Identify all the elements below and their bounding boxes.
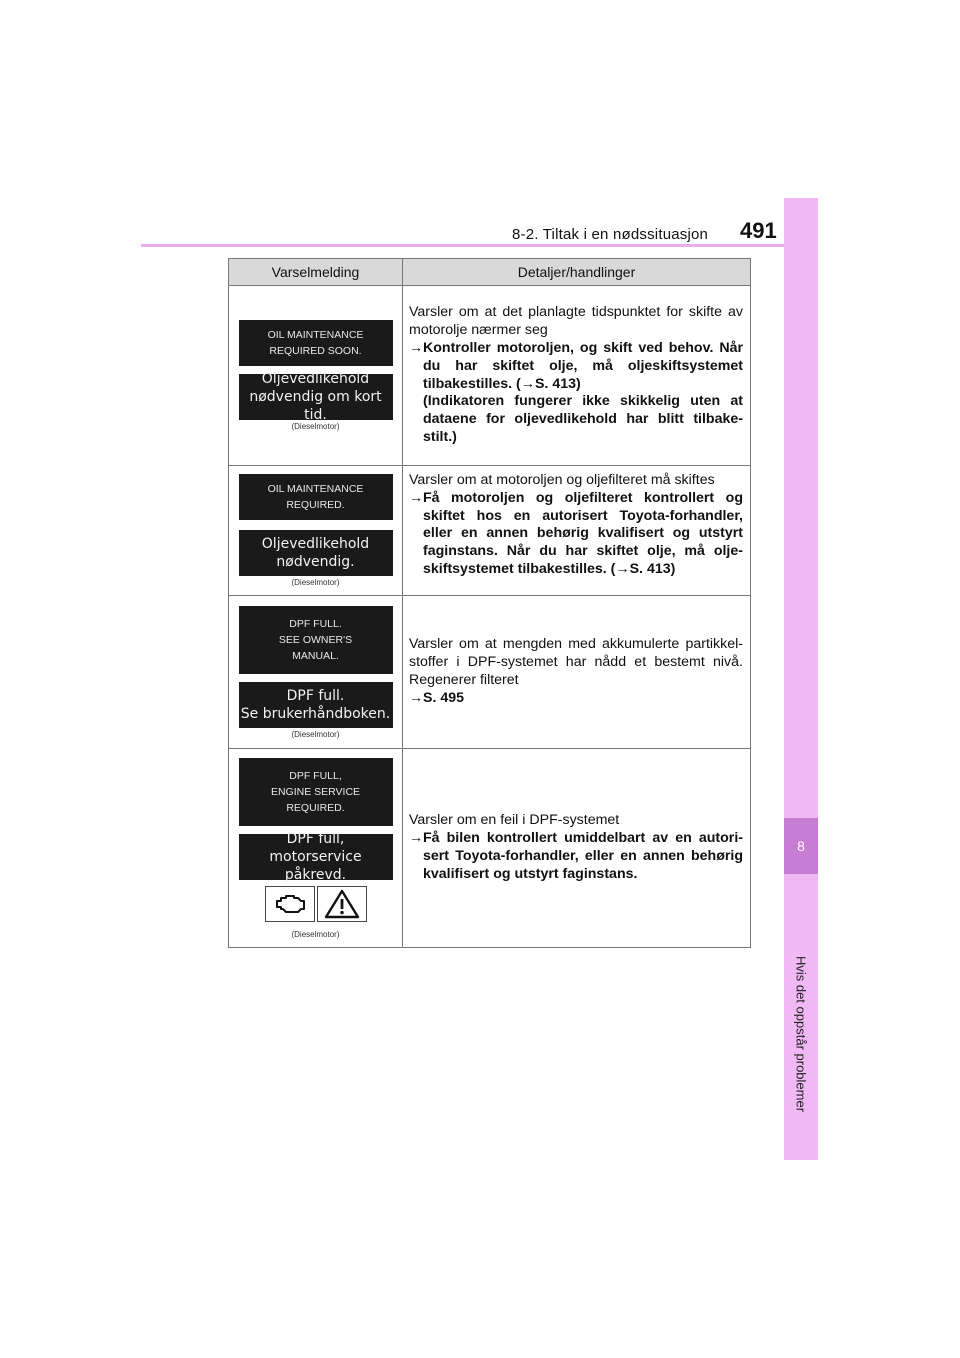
action-item: → Kontroller motoroljen, og skift ved behov. Når du har skiftet olje, må oljeskiftsystemet tilbakestilles. (→S. 413) (Indikatoren fungerer ikke skikkelig uten at dataene for oljevedlikehold har blitt tilbake-stilt.) [409,339,743,445]
engine-type-caption: (Dieselmotor) [291,578,340,587]
action-item: → Få motoroljen og oljefilteret kontrollert og skiftet hos en autorisert Toyota-forhandler, eller en annen behørig kvalifisert og utstyrt faginstans. Når du har skiftet olje, må olje-skiftsystemet tilbakestilles. (→S. 413) [409,489,743,577]
details-cell [403,596,751,749]
table-row [229,466,751,596]
warning-triangle-icon [317,886,367,922]
chapter-title: Hvis det oppstår problemer [793,955,809,1113]
table-header-row [229,259,751,286]
chapter-number: 8 [784,818,818,874]
warning-message-table [228,258,751,948]
header-divider [141,244,818,247]
arrow-icon: → [409,689,424,706]
display-panel-norwegian: Oljevedlikehold nødvendig om kort tid. [239,374,393,420]
display-panel-english: DPF FULL, ENGINE SERVICE REQUIRED. [239,758,393,826]
table-row [229,749,751,948]
column-header-message: Varselmelding [229,259,403,286]
arrow-icon: → [409,830,424,847]
page-reference-link[interactable]: →S. 413) [520,375,581,392]
warning-icons [265,886,367,922]
display-panel-english: OIL MAINTENANCE REQUIRED. [239,474,393,520]
details-cell [403,466,751,596]
warning-description: Varsler om at motoroljen og oljefilteret må skiftes [409,472,715,488]
page-number: 491 [740,218,777,243]
engine-warning-icon [265,886,315,922]
display-panel-english: DPF FULL. SEE OWNER'S MANUAL. [239,606,393,674]
message-cell [229,749,403,948]
display-panel-norwegian: Oljevedlikehold nødvendig. [239,530,393,576]
table-row [229,286,751,466]
warning-description: Varsler om at mengden med akkumulerte partikkel-stoffer i DPF-systemet har nådd et bestemt nivå. Regenerer filteret [409,636,743,688]
arrow-icon: → [409,489,424,506]
section-title: 8-2. Tiltak i en nødssituasjon [512,226,709,243]
action-item [409,690,743,708]
page-reference-link[interactable]: →S. 413) [615,560,676,577]
engine-type-caption: (Dieselmotor) [291,422,340,431]
action-item: → Få bilen kontrollert umiddelbart av en autori-sert Toyota-forhandler, eller en annen behørig kvalifisert og utstyrt faginstans. [409,830,743,882]
display-panel-norwegian: DPF full. Se brukerhåndboken. [239,682,393,728]
display-panel-english: OIL MAINTENANCE REQUIRED SOON. [239,320,393,366]
details-cell [403,749,751,948]
page-reference-link[interactable]: S. 495 [423,689,465,706]
message-cell [229,596,403,749]
engine-type-caption: (Dieselmotor) [291,729,340,739]
arrow-icon: → [409,339,424,356]
column-header-details: Detaljer/handlinger [403,259,751,286]
table-row [229,596,751,749]
engine-type-caption: (Dieselmotor) [291,929,340,939]
warning-description: Varsler om at det planlagte tidspunktet for skifte av motorolje nærmer seg [409,304,743,339]
display-panel-norwegian: DPF full, motorservice påkrevd. [239,834,393,880]
message-cell [229,466,403,596]
details-cell [403,286,751,466]
warning-description: Varsler om en feil i DPF-systemet [409,812,620,829]
message-cell [229,286,403,466]
